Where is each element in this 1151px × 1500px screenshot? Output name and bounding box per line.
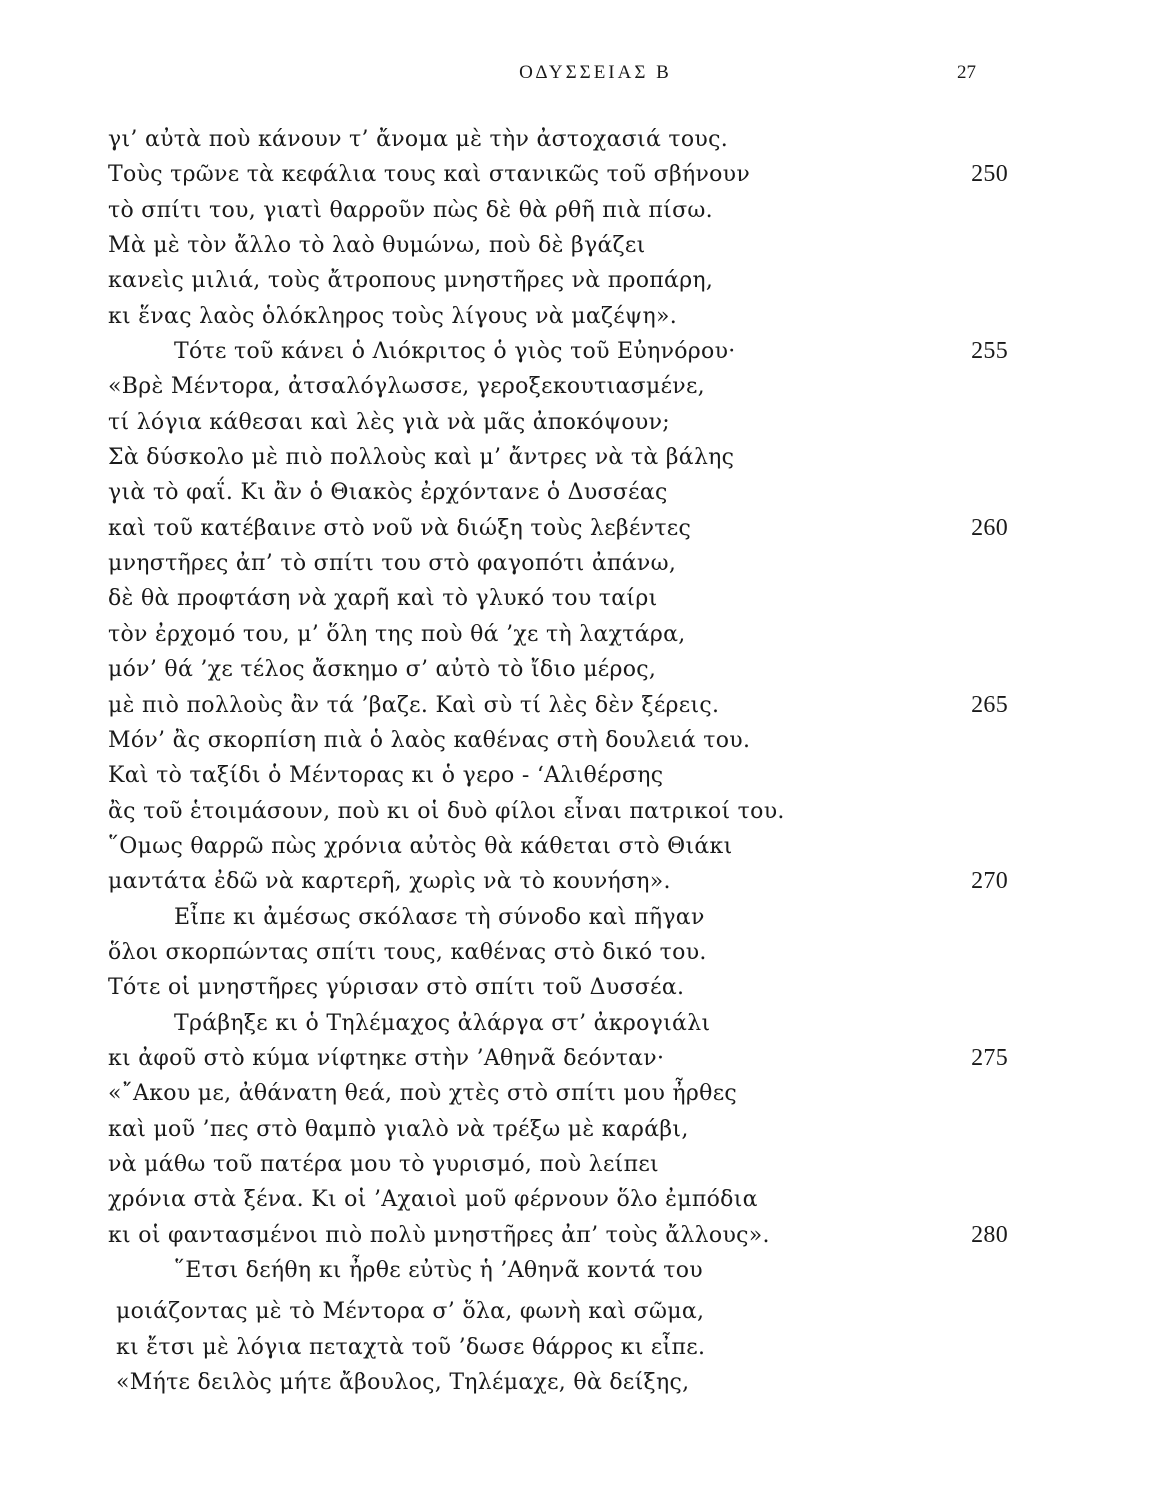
verse-text: Τότε οἱ μνηστῆρες γύρισαν στὸ σπίτι τοῦ Δυσσέα. (108, 975, 685, 1001)
verse-text: Τοὺς τρῶνε τὰ κεφάλια τους καὶ στανικῶς τοῦ σβήνουν (108, 162, 751, 188)
verse-text: καὶ μοῦ ’πες στὸ θαμπὸ γιαλὸ νὰ τρέξω μὲ καράβι, (108, 1116, 689, 1142)
verse-line (108, 829, 1008, 864)
verse-text: «Μήτε δειλὸς μήτε ἄβουλος, Τηλέμαχε, θὰ δείξης, (116, 1370, 690, 1396)
verse-text: μοιάζοντας μὲ τὸ Μέντορα σ’ ὅλα, φωνὴ καὶ σῶμα, (116, 1299, 705, 1325)
page-number: 27 (957, 62, 976, 83)
verse-text: κι ἀφοῦ στὸ κύμα νίφτηκε στὴν ’Αθηνᾶ δεόνταν· (108, 1045, 665, 1071)
verse-text: τὸ σπίτι του, γιατὶ θαρροῦν πὼς δὲ θὰ ρθῆ πιὰ πίσω. (108, 197, 713, 223)
verse-block (108, 122, 1008, 1400)
verse-line (108, 935, 1008, 970)
verse-line (108, 369, 1008, 404)
verse-text: ῞Ομως θαρρῶ πὼς χρόνια αὐτὸς θὰ κάθεται στὸ Θιάκι (108, 833, 733, 859)
verse-line (108, 688, 1008, 723)
verse-line (108, 1147, 1008, 1182)
verse-line (108, 652, 1008, 687)
line-number: 270 (971, 868, 1008, 895)
verse-text: ἂς τοῦ ἑτοιμάσουν, ποὺ κι οἱ δυὸ φίλοι εἶναι πατρικοί του. (108, 798, 785, 824)
verse-text: νὰ μάθω τοῦ πατέρα μου τὸ γυρισμό, ποὺ λείπει (108, 1151, 659, 1177)
verse-line (108, 299, 1008, 334)
verse-text: Τράβηξε κι ὁ Τηλέμαχος ἀλάργα στ’ ἀκρογιάλι (174, 1010, 711, 1036)
verse-line (108, 157, 1008, 192)
line-number: 280 (971, 1221, 1008, 1248)
verse-line (108, 723, 1008, 758)
verse-line (108, 1112, 1008, 1147)
verse-text: γι’ αὐτὰ ποὺ κάνουν τ’ ἄνομα μὲ τὴν ἀστοχασιά τους. (108, 127, 729, 152)
verse-line (108, 546, 1008, 581)
verse-line (108, 864, 1008, 899)
verse-text: κι ἕνας λαὸς ὁλόκληρος τοὺς λίγους νὰ μαζέψη». (108, 303, 678, 329)
verse-text: καὶ τοῦ κατέβαινε στὸ νοῦ νὰ διώξη τοὺς λεβέντες (108, 515, 692, 541)
verse-line (108, 1182, 1008, 1217)
verse-text: μὲ πιὸ πολλοὺς ἂν τά ’βαζε. Καὶ σὺ τί λὲς δὲν ξέρεις. (108, 692, 720, 718)
verse-text: μνηστῆρες ἀπ’ τὸ σπίτι του στὸ φαγοπότι ἀπάνω, (108, 551, 677, 577)
verse-text: γιὰ τὸ φαΐ. Κι ἂν ὁ Θιακὸς ἐρχόντανε ὁ Δυσσέας (108, 480, 668, 506)
verse-line (108, 1330, 1008, 1365)
verse-line (108, 475, 1008, 510)
verse-text: τί λόγια κάθεσαι καὶ λὲς γιὰ νὰ μᾶς ἀποκόψουν; (108, 409, 670, 435)
running-title: ΟΔΥΣΣΕΙΑΣ Β (519, 62, 672, 83)
verse-line (108, 334, 1008, 369)
verse-text: κανεὶς μιλιά, τοὺς ἄτροπους μνηστῆρες νὰ προπάρη, (108, 268, 714, 294)
verse-text: κι οἱ φαντασμένοι πιὸ πολὺ μνηστῆρες ἀπ’ τοὺς ἄλλους». (108, 1222, 770, 1248)
verse-line (108, 581, 1008, 616)
verse-line (108, 405, 1008, 440)
verse-text: Σὰ δύσκολο μὲ πιὸ πολλοὺς καὶ μ’ ἄντρες νὰ τὰ βάλης (108, 445, 735, 471)
verse-line (108, 1006, 1008, 1041)
verse-text: Μόν’ ἂς σκορπίση πιὰ ὁ λαὸς καθένας στὴ δουλειά του. (108, 727, 751, 753)
verse-text: Μὰ μὲ τὸν ἄλλο τὸ λαὸ θυμώνω, ποὺ δὲ βγάζει (108, 233, 646, 259)
verse-line (108, 794, 1008, 829)
verse-line (108, 1076, 1008, 1111)
verse-line (108, 1365, 1008, 1400)
line-number: 275 (971, 1044, 1008, 1071)
verse-text: ὅλοι σκορπώντας σπίτι τους, καθένας στὸ δικό του. (108, 939, 707, 965)
line-number: 255 (971, 338, 1008, 365)
verse-line (108, 970, 1008, 1005)
line-number: 260 (971, 514, 1008, 541)
verse-line (108, 511, 1008, 546)
verse-line (108, 1218, 1008, 1253)
verse-text: μαντάτα ἐδῶ νὰ καρτερῆ, χωρὶς νὰ τὸ κουνήση». (108, 869, 671, 895)
verse-text: δὲ θὰ προφτάση νὰ χαρῆ καὶ τὸ γλυκό του ταίρι (108, 586, 658, 612)
verse-line (108, 617, 1008, 652)
verse-text: Εἶπε κι ἀμέσως σκόλασε τὴ σύνοδο καὶ πῆγαν (174, 904, 705, 930)
line-number: 250 (971, 161, 1008, 188)
verse-line (108, 122, 1008, 157)
verse-text: «Βρὲ Μέντορα, ἀτσαλόγλωσσε, γεροξεκουτιασμένε, (108, 374, 705, 400)
verse-text: χρόνια στὰ ξένα. Κι οἱ ’Αχαιοὶ μοῦ φέρνουν ὅλο ἐμπόδια (108, 1187, 758, 1213)
verse-line (108, 900, 1008, 935)
verse-line (108, 193, 1008, 228)
verse-text: Τότε τοῦ κάνει ὁ Λιόκριτος ὁ γιὸς τοῦ Εὐηνόρου· (174, 339, 736, 365)
verse-line (108, 1294, 1008, 1329)
line-number: 265 (971, 691, 1008, 718)
verse-line (108, 758, 1008, 793)
verse-text: κι ἔτσι μὲ λόγια πεταχτὰ τοῦ ’δωσε θάρρος κι εἶπε. (116, 1334, 706, 1360)
verse-text: τὸν ἐρχομό του, μ’ ὅλη της ποὺ θά ’χε τὴ λαχτάρα, (108, 621, 686, 647)
verse-text: ῞Ετσι δεήθη κι ἦρθε εὐτὺς ἡ ’Αθηνᾶ κοντά του (174, 1258, 703, 1283)
running-head (0, 62, 1151, 92)
verse-text: Καὶ τὸ ταξίδι ὁ Μέντορας κι ὁ γερο - ‘Αλιθέρσης (108, 763, 664, 789)
verse-line (108, 228, 1008, 263)
verse-text: μόν’ θά ’χε τέλος ἄσκημο σ’ αὐτὸ τὸ ἴδιο μέρος, (108, 657, 657, 683)
verse-line (108, 263, 1008, 298)
verse-line (108, 440, 1008, 475)
verse-text: «῎Ακου με, ἀθάνατη θεά, ποὺ χτὲς στὸ σπίτι μου ἦρθες (108, 1081, 738, 1107)
verse-line (108, 1041, 1008, 1076)
verse-line (108, 1253, 1008, 1288)
